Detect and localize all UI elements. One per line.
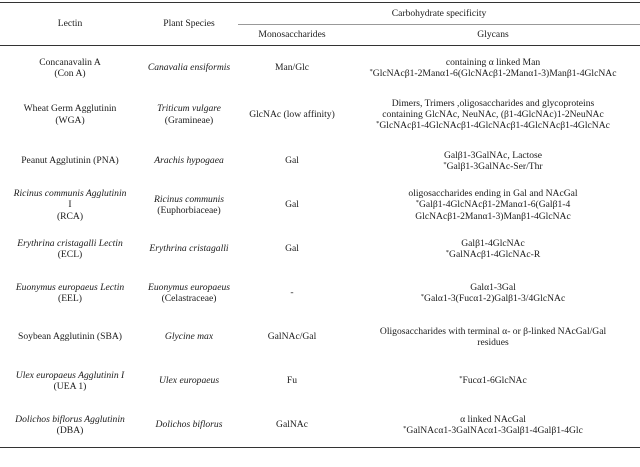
table-row: [0, 90, 640, 139]
table-row: [0, 359, 640, 403]
cell-species: Arachis hypogaea: [154, 155, 224, 167]
cell-glycans: containing α linked Man *GlcNAcβ1-2Manα1-6(GlcNAcβ1-2Manα1-3)Manβ1-4GlcNAc: [369, 56, 617, 79]
cell-species: Dolichos biflorus: [155, 419, 223, 431]
cell-monosaccharides: Gal: [285, 199, 299, 211]
table-row: [0, 315, 640, 359]
footnote-mark: *: [369, 68, 373, 75]
cell-lectin: Soybean Agglutinin (SBA): [18, 331, 122, 343]
header-monosaccharides: Monosaccharides: [238, 25, 346, 46]
cell-lectin: Concanavalin A (Con A): [39, 56, 101, 79]
cell-monosaccharides: Man/Glc: [274, 62, 310, 74]
cell-species: Ulex europaeus: [158, 375, 220, 387]
cell-monosaccharides: GlcNAc (low affinity): [249, 108, 335, 120]
cell-lectin: Erythrina cristagalli Lectin (ECL): [17, 237, 123, 260]
cell-monosaccharides: -: [290, 287, 294, 299]
cell-glycans: *Fucα1-6GlcNAc: [459, 375, 527, 387]
cell-glycans: Galα1-3Gal *Galα1-3(Fucα1-2)Galβ1-3/4GlcNAc: [420, 281, 566, 304]
cell-lectin: Wheat Germ Agglutinin (WGA): [23, 103, 117, 126]
footnote-mark: *: [459, 375, 463, 383]
cell-lectin: Ulex europaeus Agglutinin I (UEA 1): [15, 369, 125, 392]
cell-glycans: Galβ1-3GalNAc, Lactose *Galβ1-3GalNAc-Ser/Thr: [443, 149, 543, 172]
cell-glycans: Dimers, Trimers ,oligosaccharides and glycoproteins containing GlcNAc, NeuNAc, (β1-4GlcNAc)1-2NeuNAc *GlcNAcβ1-4GlcNAcβ1-4GlcNAcβ1-4GlcNAcβ1-4GlcNAc: [376, 97, 610, 132]
cell-lectin: Peanut Agglutinin (PNA): [21, 155, 119, 167]
cell-monosaccharides: GalNAc: [276, 419, 308, 431]
cell-lectin: Ricinus communis Agglutinin I (RCA): [13, 188, 127, 222]
cell-species: Triticum vulgare (Gramineae): [157, 103, 221, 126]
lectin-table: [0, 2, 640, 448]
cell-species: Ricinus communis (Euphorbiaceae): [153, 193, 225, 216]
cell-species: Erythrina cristagalli: [149, 243, 229, 255]
cell-species: Canavalia ensiformis: [147, 62, 231, 74]
table-row: [0, 227, 640, 271]
table-row: [0, 403, 640, 448]
footnote-mark: *: [376, 120, 380, 128]
table-row: [0, 271, 640, 315]
cell-glycans: α linked NAcGal *GalNAcα1-3GalNAcα1-3Galβ1-4Galβ1-4Glc: [403, 413, 583, 436]
table-row: [0, 46, 640, 91]
cell-lectin: Euonymus europaeus Lectin (EEL): [15, 281, 125, 304]
cell-glycans: Galβ1-4GlcNAc *GalNAcβ1-4GlcNAc-R: [445, 237, 541, 260]
cell-monosaccharides: GalNAc/Gal: [267, 331, 317, 343]
table-row: [0, 183, 640, 227]
cell-monosaccharides: Gal: [285, 155, 299, 167]
table-row: [0, 139, 640, 183]
footnote-mark: *: [403, 425, 407, 432]
cell-glycans: oligosaccharides ending in Gal and NAcGal *Galβ1-4GlcNAcβ1-2Manα1-6(Galβ1-4 GlcNAcβ1-2Manα1-3)Manβ1-4GlcNAc: [408, 188, 578, 222]
cell-species: Euonymus europaeus (Celastraceae): [148, 281, 230, 304]
header-plant-species: Plant Species: [140, 3, 238, 46]
cell-lectin: Dolichos biflorus Agglutinin (DBA): [15, 413, 125, 436]
header-lectin: Lectin: [0, 3, 140, 46]
footnote-mark: *: [445, 249, 450, 256]
footnote-mark: *: [443, 161, 447, 168]
header-carbohydrate-specificity: Carbohydrate specificity: [238, 3, 640, 25]
cell-species: Glycine max: [164, 331, 214, 343]
cell-glycans: Oligosaccharides with terminal α- or β-linked NAcGal/Gal residues: [379, 325, 607, 348]
cell-monosaccharides: Gal: [285, 243, 299, 255]
footnote-mark: *: [415, 199, 419, 207]
header-glycans: Glycans: [346, 25, 640, 46]
footnote-mark: *: [420, 293, 425, 300]
cell-monosaccharides: Fu: [286, 375, 298, 387]
